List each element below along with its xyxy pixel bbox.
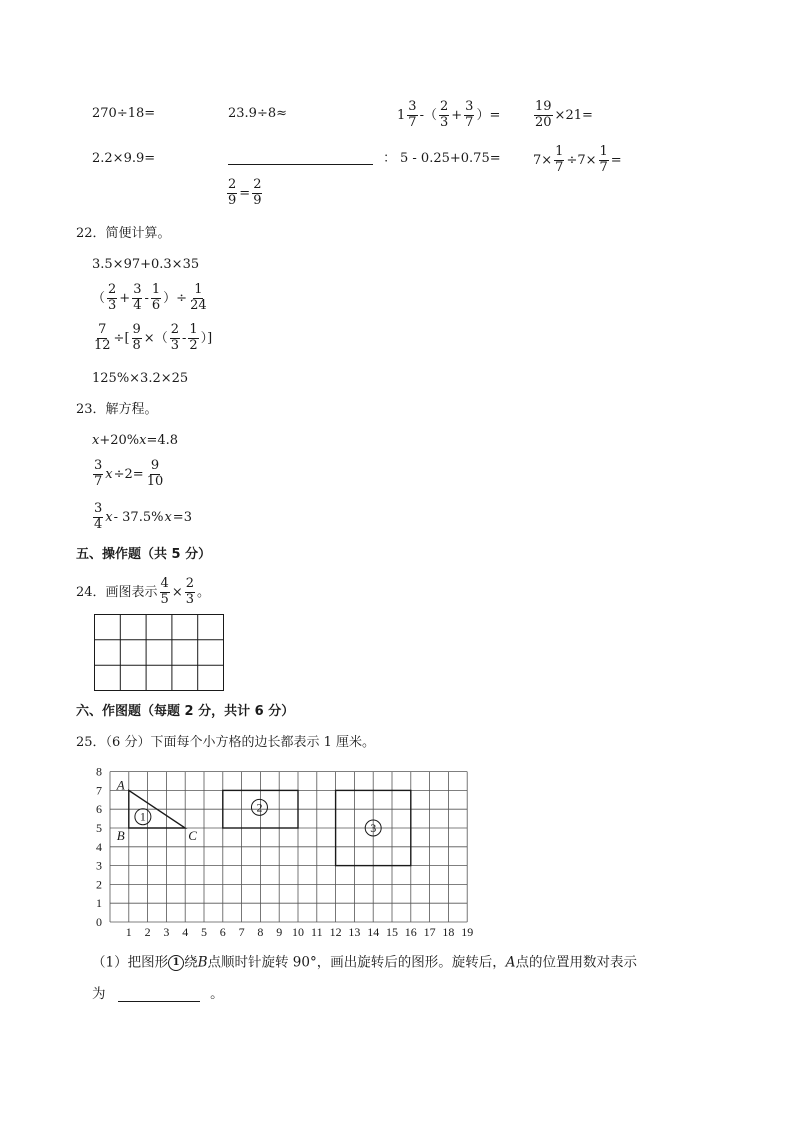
oral-item-4	[533, 100, 593, 131]
x-tick-label: 15	[386, 925, 398, 939]
fraction: $\frac{2}{9}$	[228, 177, 237, 208]
x-tick-label: 14	[367, 925, 380, 939]
operator: +	[119, 290, 131, 306]
x-tick-label: 13	[348, 925, 361, 939]
operator: -	[144, 290, 149, 306]
oral-item-8	[533, 145, 622, 176]
oral-item-7: 5 - 0.25+0.75=	[400, 151, 501, 166]
fraction: $\frac{7}{12}$	[94, 322, 111, 353]
section-6-title: 六、作图题（每题 2 分，共计 6 分）	[76, 704, 295, 719]
q24-title	[76, 577, 210, 608]
fraction: $\frac{4}{5}$	[160, 576, 169, 607]
q23-eq-3	[92, 502, 192, 533]
q25-title: 25．（6 分）下面每个小方格的边长都表示 1 厘米。	[76, 735, 375, 750]
point-label-A: A	[116, 777, 125, 793]
q25-sub-1-line-2	[92, 988, 224, 1002]
operator: =	[610, 152, 622, 168]
q22-line-1: 3.5×97+0.3×35	[92, 257, 200, 272]
y-tick-label: 0	[96, 915, 102, 929]
fraction: $\frac{1}{6}$	[151, 282, 161, 313]
sub1-text: （1）把图形	[92, 954, 169, 971]
fraction: $\frac{3}{7}$	[408, 99, 417, 130]
sub1-text: 为	[92, 986, 106, 1002]
x-tick-label: 7	[238, 925, 245, 939]
variable-x: x	[164, 509, 172, 525]
sub1-text: 点顺时针旋转 90°，画出旋转后的图形。旋转后，	[207, 954, 506, 971]
fraction: $\frac{1}{2}$	[189, 322, 198, 353]
fraction: $\frac{2}{9}$	[253, 177, 262, 208]
x-tick-label: 12	[329, 925, 342, 939]
x-tick-label: 4	[182, 925, 189, 939]
fraction: $\frac{2}{3}$	[439, 99, 449, 130]
q24-label: 24．画图表示	[76, 584, 158, 600]
q22-line-3	[92, 323, 212, 354]
point-label: A	[505, 954, 516, 971]
drawing-grid-5x3[interactable]	[94, 614, 225, 692]
fraction: $\frac{9}{8}$	[132, 322, 141, 353]
x-tick-label: 10	[292, 925, 304, 939]
x-tick-label: 5	[201, 925, 207, 939]
y-tick-label: 1	[96, 896, 102, 911]
operator: （	[92, 290, 106, 306]
q23-title: 23．解方程。	[76, 402, 158, 417]
x-tick-label: 6	[219, 925, 226, 939]
point-label: B	[197, 954, 208, 971]
oral-item-3	[397, 100, 500, 131]
oral-item-2: 23.9÷8≈	[228, 106, 288, 121]
shape-3-label: 3	[370, 821, 377, 835]
operator: ）÷	[163, 290, 188, 306]
fraction: $\frac{3}{4}$	[133, 282, 142, 313]
y-tick-label: 6	[96, 802, 102, 817]
y-tick-label: 5	[96, 821, 102, 835]
fraction: $\frac{1}{7}$	[555, 144, 564, 175]
x-tick-label: 3	[163, 925, 170, 939]
operator: ×21=	[554, 107, 593, 123]
shape-1-circled-number: 1	[168, 955, 184, 971]
fraction: $\frac{1}{24}$	[190, 282, 207, 313]
y-tick-label: 3	[96, 858, 102, 873]
y-tick-label: 4	[96, 839, 102, 854]
x-tick-label: 19	[461, 925, 474, 939]
operator: 7×	[533, 152, 553, 168]
section-5-title: 五、操作题（共 5 分）	[76, 547, 212, 562]
x-tick-label: 16	[404, 925, 417, 939]
y-tick-label: 8	[96, 764, 102, 779]
operator: =	[239, 185, 251, 201]
grid-lines	[110, 772, 467, 922]
operator: =3	[172, 509, 192, 525]
x-tick-label: 17	[423, 925, 436, 939]
q23-eq-2	[92, 459, 165, 490]
point-label-B: B	[116, 828, 125, 843]
operator: ÷[	[113, 330, 130, 346]
period: 。	[197, 584, 211, 600]
operator: =4.8	[146, 433, 179, 448]
oral-item-5: 2.2×9.9=	[92, 151, 156, 166]
q22-line-4: 125%×3.2×25	[92, 371, 189, 386]
q25-sub-1-line-1	[92, 955, 637, 971]
fraction: $\frac{3}{7}$	[465, 99, 474, 130]
fraction: $\frac{2}{3}$	[108, 282, 117, 313]
oral-item-9	[226, 178, 263, 209]
variable-x: x	[139, 433, 147, 448]
whole-part: 1	[397, 107, 406, 123]
x-tick-label: 1	[125, 925, 132, 939]
operator: ×	[171, 584, 183, 600]
variable-x: x	[92, 433, 100, 448]
y-tick-label: 7	[96, 783, 102, 798]
x-axis-tick-labels	[126, 925, 473, 939]
q22-title: 22．简便计算。	[76, 226, 171, 241]
y-axis-tick-labels	[96, 765, 102, 929]
fraction: $\frac{19}{20}$	[535, 99, 552, 130]
point-label-C: C	[188, 828, 197, 843]
variable-x: x	[105, 466, 113, 482]
operator: -（	[419, 107, 437, 123]
fraction: $\frac{2}{3}$	[185, 576, 195, 607]
colon: ：	[383, 151, 397, 166]
operator: ）=	[476, 107, 501, 123]
operator: ×（	[143, 330, 168, 346]
answer-blank[interactable]	[228, 152, 373, 165]
operator: -	[181, 330, 187, 346]
q22-line-2	[92, 283, 209, 314]
sub1-text: 点的位置用数对表示	[515, 954, 637, 971]
operator: ）]	[200, 330, 213, 346]
shape-1-label: 1	[139, 809, 146, 824]
operator: +	[451, 107, 463, 123]
variable-x: x	[105, 509, 113, 525]
x-tick-label: 18	[442, 925, 455, 939]
shape-2-label: 2	[256, 800, 263, 815]
oral-item-1: 270÷18=	[92, 106, 156, 121]
fraction: $\frac{3}{4}$	[94, 501, 103, 532]
oral-item-6	[228, 152, 396, 165]
x-tick-label: 8	[257, 925, 264, 939]
fraction: $\frac{1}{7}$	[599, 144, 608, 175]
x-tick-label: 2	[144, 925, 151, 939]
q23-eq-1	[92, 434, 178, 447]
operator: - 37.5%	[113, 509, 164, 525]
operator: ÷2=	[113, 466, 144, 482]
y-tick-label: 2	[96, 877, 102, 892]
operator: ÷7×	[566, 152, 597, 168]
answer-blank[interactable]	[118, 989, 200, 1002]
fraction: $\frac{9}{10}$	[146, 458, 164, 489]
operator: +20%	[99, 433, 140, 448]
sub1-text: 绕	[184, 954, 198, 971]
fraction: $\frac{2}{3}$	[170, 322, 179, 353]
x-tick-label: 11	[311, 925, 323, 939]
fraction: $\frac{3}{7}$	[94, 458, 103, 489]
period: 。	[210, 986, 224, 1002]
coordinate-grid[interactable]	[85, 760, 485, 940]
x-tick-label: 9	[276, 925, 283, 939]
